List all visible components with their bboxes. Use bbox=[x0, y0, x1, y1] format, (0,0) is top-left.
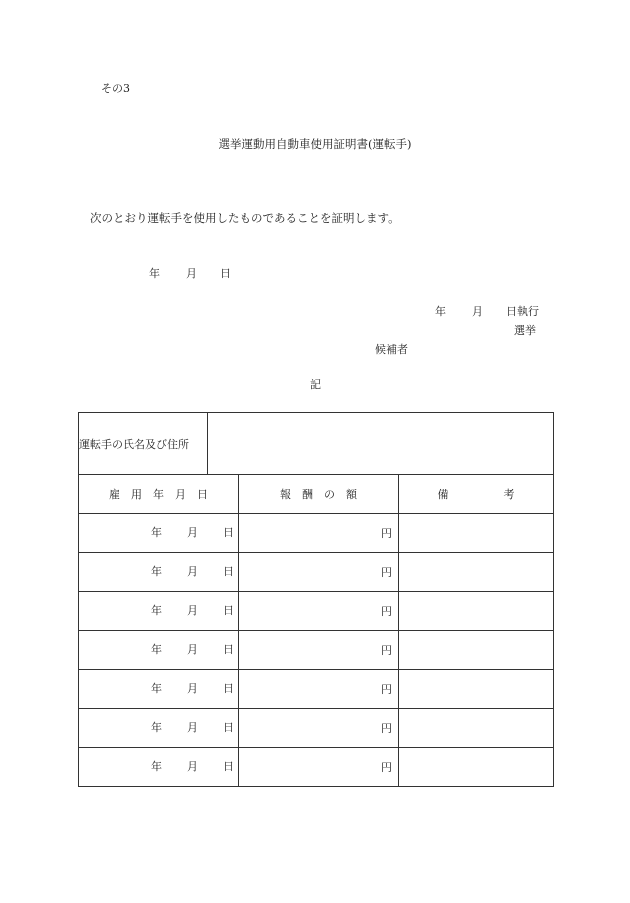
certification-date-month: 月 bbox=[186, 267, 197, 280]
document-title: 選挙運動用自動車使用証明書(運転手) bbox=[218, 137, 412, 151]
row-day: 日 bbox=[223, 721, 234, 734]
remuneration-cell[interactable]: 円 bbox=[239, 631, 399, 670]
remuneration-cell[interactable]: 円 bbox=[239, 514, 399, 553]
row-month: 月 bbox=[187, 682, 198, 695]
remuneration-header: 報 酬 の 額 bbox=[239, 475, 399, 514]
document-number-label: その3 bbox=[101, 82, 130, 95]
remarks-cell[interactable] bbox=[399, 709, 554, 748]
row-day: 日 bbox=[223, 604, 234, 617]
remarks-cell[interactable] bbox=[399, 553, 554, 592]
employment-date-cell[interactable] bbox=[79, 709, 239, 748]
certification-statement: 次のとおり運転手を使用したものであることを証明します。 bbox=[90, 211, 400, 225]
row-day: 日 bbox=[223, 760, 234, 773]
table-row bbox=[79, 631, 554, 670]
ki-heading: 記 bbox=[310, 378, 321, 391]
execution-month: 月 bbox=[472, 305, 483, 318]
table-row bbox=[79, 553, 554, 592]
election-name-label: 選挙 bbox=[514, 324, 536, 337]
row-day: 日 bbox=[223, 682, 234, 695]
certification-date-year: 年 bbox=[149, 267, 160, 280]
row-year: 年 bbox=[151, 604, 162, 617]
row-month: 月 bbox=[187, 604, 198, 617]
table-row bbox=[79, 592, 554, 631]
row-month: 月 bbox=[187, 565, 198, 578]
employment-date-cell[interactable] bbox=[79, 670, 239, 709]
employment-table bbox=[78, 412, 554, 787]
employment-date-cell[interactable] bbox=[79, 631, 239, 670]
remarks-header: 備 考 bbox=[399, 475, 554, 514]
table-header-row bbox=[79, 475, 554, 514]
remuneration-cell[interactable]: 円 bbox=[239, 748, 399, 787]
driver-info-row bbox=[79, 413, 554, 475]
remarks-cell[interactable] bbox=[399, 514, 554, 553]
remarks-cell[interactable] bbox=[399, 631, 554, 670]
remarks-cell[interactable] bbox=[399, 670, 554, 709]
row-day: 日 bbox=[223, 526, 234, 539]
remarks-cell[interactable] bbox=[399, 748, 554, 787]
employment-date-cell[interactable] bbox=[79, 514, 239, 553]
employment-date-cell[interactable] bbox=[79, 592, 239, 631]
driver-name-address-label: 運転手の氏名及び住所 bbox=[79, 413, 208, 475]
row-year: 年 bbox=[151, 526, 162, 539]
row-year: 年 bbox=[151, 721, 162, 734]
table-row bbox=[79, 709, 554, 748]
table-row bbox=[79, 514, 554, 553]
employment-date-header: 雇 用 年 月 日 bbox=[79, 475, 239, 514]
certification-date-day: 日 bbox=[220, 267, 231, 280]
execution-year: 年 bbox=[435, 305, 446, 318]
row-month: 月 bbox=[187, 526, 198, 539]
remuneration-cell[interactable]: 円 bbox=[239, 592, 399, 631]
row-year: 年 bbox=[151, 643, 162, 656]
row-day: 日 bbox=[223, 565, 234, 578]
row-year: 年 bbox=[151, 682, 162, 695]
remuneration-cell[interactable]: 円 bbox=[239, 709, 399, 748]
execution-day: 日執行 bbox=[506, 305, 539, 318]
driver-name-address-field[interactable] bbox=[208, 413, 554, 475]
row-month: 月 bbox=[187, 643, 198, 656]
row-year: 年 bbox=[151, 760, 162, 773]
remuneration-cell[interactable]: 円 bbox=[239, 553, 399, 592]
employment-date-cell[interactable] bbox=[79, 748, 239, 787]
remuneration-cell[interactable]: 円 bbox=[239, 670, 399, 709]
table-row bbox=[79, 748, 554, 787]
row-month: 月 bbox=[187, 721, 198, 734]
row-year: 年 bbox=[151, 565, 162, 578]
employment-date-cell[interactable] bbox=[79, 553, 239, 592]
candidate-label: 候補者 bbox=[375, 343, 408, 356]
remarks-cell[interactable] bbox=[399, 592, 554, 631]
row-day: 日 bbox=[223, 643, 234, 656]
row-month: 月 bbox=[187, 760, 198, 773]
table-row bbox=[79, 670, 554, 709]
